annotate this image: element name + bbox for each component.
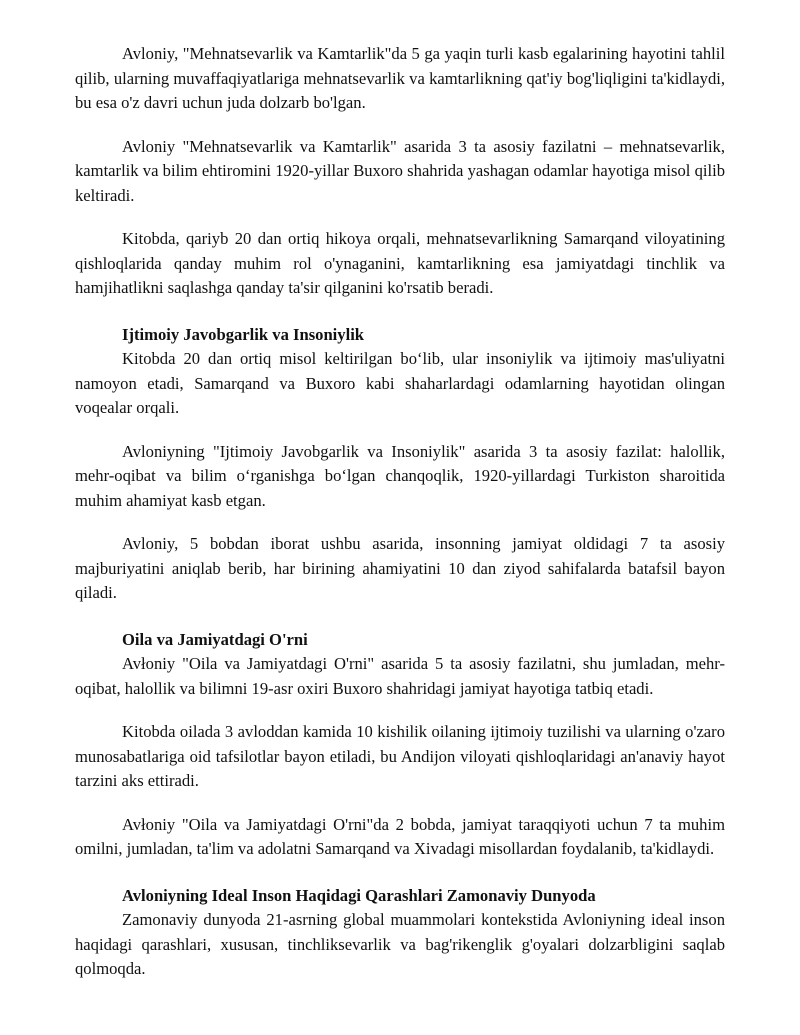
paragraph-8: Kitobda oilada 3 avloddan kamida 10 kishilik oilaning ijtimoiy tuzilishi va ularning o'zaro munosabatlariga oid tafsilotlar bayon etiladi, bu Andijon viloyati qishloqlaridagi an'anaviy hayot tarzini aks ettiradi.	[75, 722, 725, 790]
section-heading-family-society: Oila va Jamiyatdagi O'rni	[122, 629, 308, 649]
section-heading-ideal-person: Avloniyning Ideal Inson Haqidagi Qarashlari Zamonaviy Dunyoda	[122, 885, 596, 905]
paragraph-7: Avłoniy "Oila va Jamiyatdagi O'rni" asarida 5 ta asosiy fazilatni, shu jumladan, mehr-oqibat, halollik va bilimni 19-asr oxiri Buxoro shahridagi jamiyat hayotiga tatbiq etadi.	[75, 654, 725, 698]
paragraph-10: Zamonaviy dunyoda 21-asrning global muammolari kontekstida Avloniyning ideal inson haqidagi qarashlari, xususan, tinchliksevarlik va bag'rikenglik g'oyalari dolzarbligini saqlab qolmoqda.	[75, 910, 725, 978]
paragraph-3: Kitobda, qariyb 20 dan ortiq hikoya orqali, mehnatsevarlikning Samarqand viloyatining qishloqlarida qanday muhim rol o'ynaganini, kamtarlikning esa jamiyatdagi tinchlik va hamjihatlikni saqlashga qanday ta'sir qilganini ko'rsatib beradi.	[75, 229, 725, 297]
paragraph-9: Avłoniy "Oila va Jamiyatdagi O'rni"da 2 bobda, jamiyat taraqqiyoti uchun 7 ta muhim omilni, jumladan, ta'lim va adolatni Samarqand va Xivadagi misollardan foydalanib, ta'kidlaydi.	[75, 814, 725, 858]
section-heading-social-responsibility: Ijtimoiy Javobgarlik va Insoniylik	[122, 324, 365, 344]
paragraph-5: Avloniyning "Ijtimoiy Javobgarlik va Insoniylik" asarida 3 ta asosiy fazilat: halollik, mehr-oqibat va bilim o‘rganishga bo‘lgan chanqoqlik, 1920-yillardagi Turkiston sharoitida muhim ahamiyat kasb etgan.	[75, 441, 725, 510]
paragraph-2: Avloniy "Mehnatsevarlik va Kamtarlik" asarida 3 ta asosiy fazilatni – mehnatsevarlik, kamtarlik va bilim ehtiromini 1920-yillar Buxoro shahrida yashagan odamlar hayotiga misol qilib keltiradi.	[75, 136, 725, 205]
document-body	[75, 42, 725, 1001]
paragraph-6: Avloniy, 5 bobdan iborat ushbu asarida, insonning jamiyat oldidagi 7 ta asosiy majburiyatini aniqlab berib, har birining ahamiyatini 10 dan ziyod sahifalarda batafsil bayon qiladi.	[75, 534, 725, 602]
paragraph-1: Avloniy, "Mehnatsevarlik va Kamtarlik"da 5 ga yaqin turli kasb egalarining hayotini tahlil qilib, ularning muvaffaqiyatlariga mehnatsevarlik va kamtarlikning qat'iy bog'liqligini ta'kidlaydi, bu esa o'z davri uchun juda dolzarb bo'lgan.	[75, 44, 725, 112]
paragraph-4: Kitobda 20 dan ortiq misol keltirilgan bo‘lib, ular insoniylik va ijtimoiy mas'uliyatni namoyon etadi, Samarqand va Buxoro kabi shaharlardagi odamlarning hayotidan olingan voqealar orqali.	[75, 349, 725, 417]
